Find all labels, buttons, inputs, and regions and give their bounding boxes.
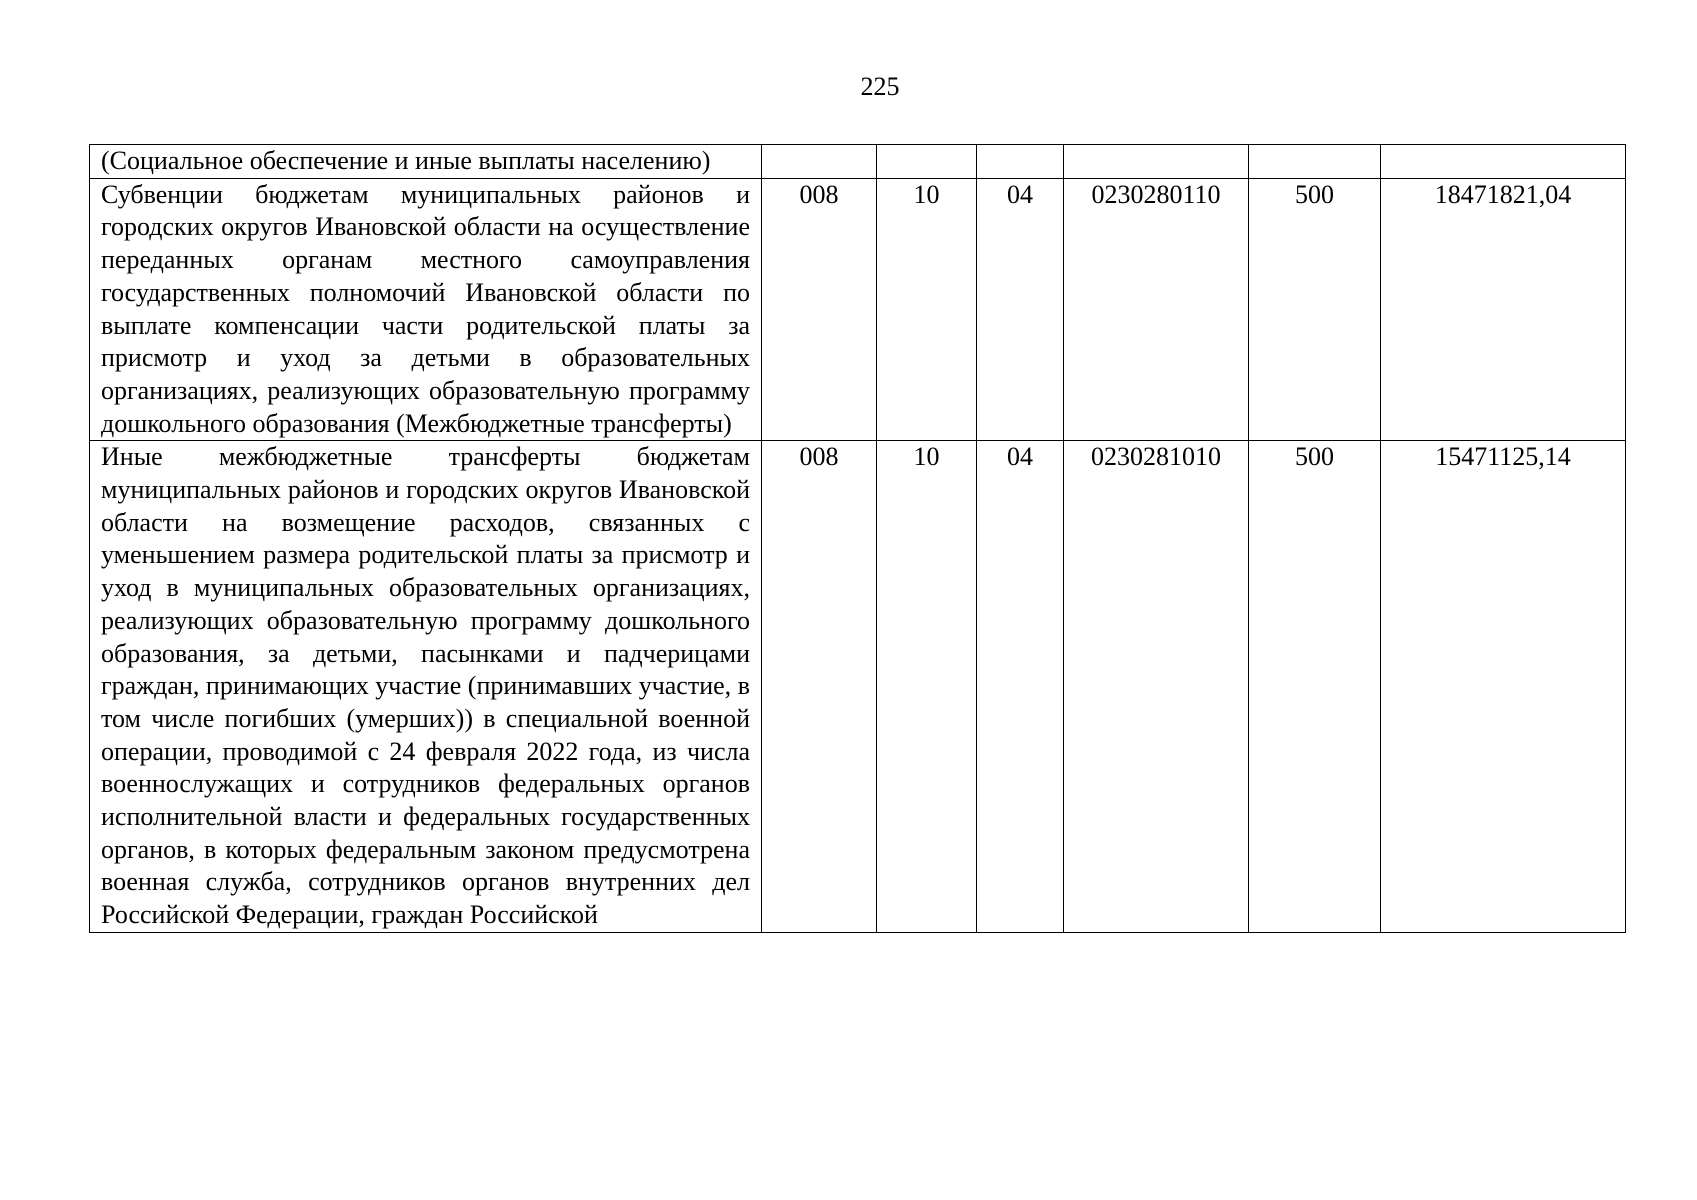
row-subsection-code: 04 [977,178,1064,441]
row-expense-type-code [1249,145,1381,179]
row-section-code: 10 [877,441,977,933]
table-row [90,145,1626,179]
row-target-article-code [1064,145,1249,179]
row-ved-code [762,145,877,179]
row-subsection-code [977,145,1064,179]
row-description: Иные межбюджетные трансферты бюджетам муниципальных районов и городских округов Ивановской области на возмещение расходов, связанных с уменьшением размера родительской платы за присмотр и уход в муниципальных образовательных организациях, реализующих образовательную программу дошкольного образования, за детьми, пасынками и падчерицами граждан, принимающих участие (принимавших участие, в том числе погибших (умерших)) в специальной военной операции, проводимой с 24 февраля 2022 года, из числа военнослужащих и сотрудников федеральных органов исполнительной власти и федеральных государственных органов, в которых федеральным законом предусмотрена военная служба, сотрудников органов внутренних дел Российской Федерации, граждан Российской [90,441,762,933]
row-ved-code: 008 [762,178,877,441]
row-target-article-code: 0230281010 [1064,441,1249,933]
row-section-code: 10 [877,178,977,441]
row-amount [1381,145,1626,179]
table-row [90,441,1626,933]
row-target-article-code: 0230280110 [1064,178,1249,441]
page-number: 225 [860,72,900,101]
row-expense-type-code: 500 [1249,441,1381,933]
row-description: Субвенции бюджетам муниципальных районов и городских округов Ивановской области на осуществление переданных органам местного самоуправления государственных полномочий Ивановской области по выплате компенсации части родительской платы за присмотр и уход за детьми в образовательных организациях, реализующих образовательную программу дошкольного образования (Межбюджетные трансферты) [90,178,762,441]
table-row [90,178,1626,441]
row-section-code [877,145,977,179]
row-amount: 15471125,14 [1381,441,1626,933]
row-description: (Социальное обеспечение и иные выплаты населению) [90,145,762,179]
row-subsection-code: 04 [977,441,1064,933]
budget-table [89,144,1626,933]
row-expense-type-code: 500 [1249,178,1381,441]
row-ved-code: 008 [762,441,877,933]
row-amount: 18471821,04 [1381,178,1626,441]
